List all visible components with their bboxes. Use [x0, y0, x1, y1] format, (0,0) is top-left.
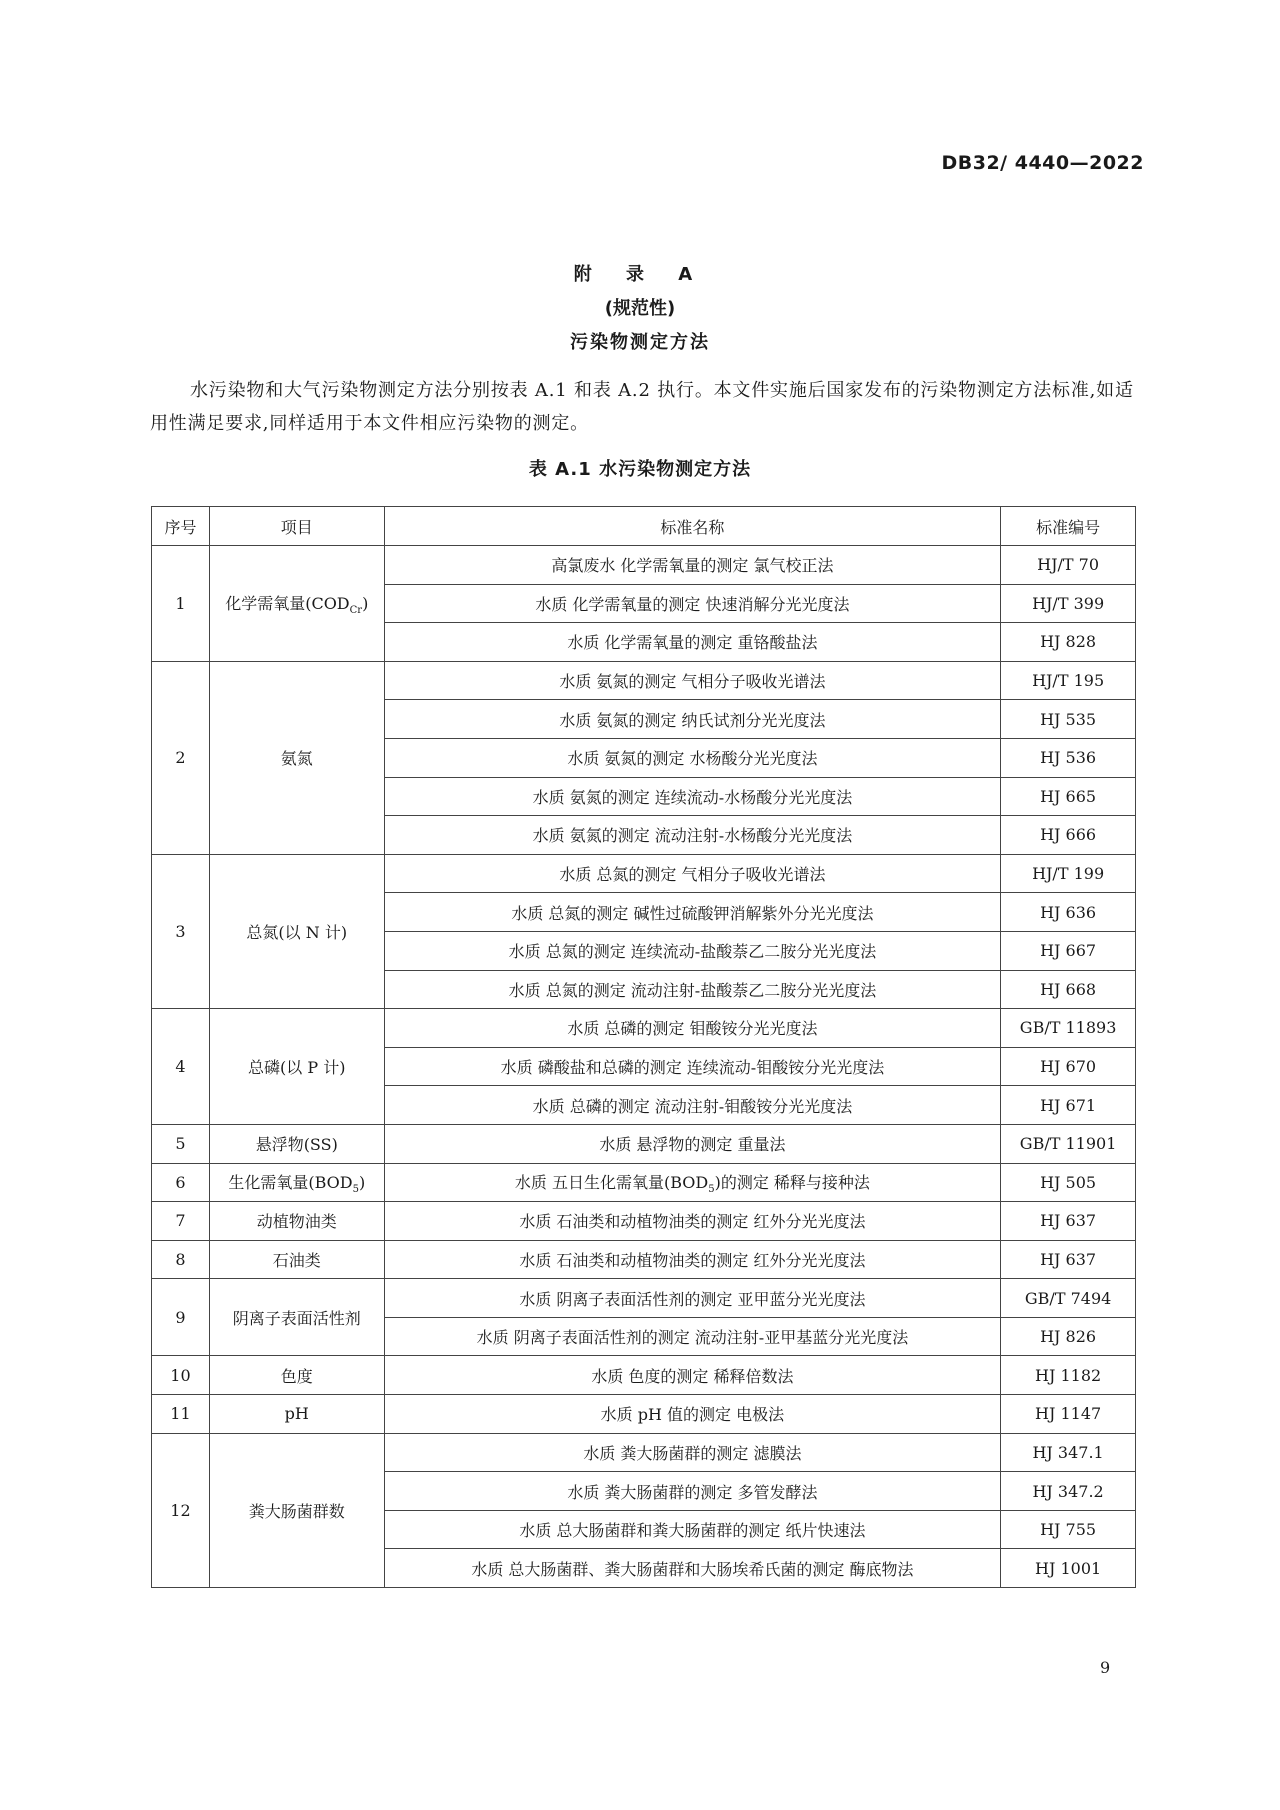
table-row — [152, 1124, 1136, 1163]
standard-code-cell: GB/T 7494 — [1001, 1279, 1136, 1318]
standard-name-text: 水质 五日生化需氧量(BOD — [514, 1172, 709, 1192]
row-number-cell: 8 — [152, 1240, 210, 1279]
table-row — [152, 1163, 1136, 1202]
item-text: 生化需氧量(BOD — [228, 1172, 353, 1192]
standard-code-cell: HJ/T 199 — [1001, 854, 1136, 893]
table-row — [152, 661, 1136, 700]
standard-name-text: 水质 总氮的测定 流动注射-盐酸萘乙二胺分光光度法 — [508, 980, 877, 1000]
standard-name-text: 水质 磷酸盐和总磷的测定 连续流动-钼酸铵分光光度法 — [500, 1058, 885, 1078]
standard-name-cell — [384, 1510, 1001, 1549]
row-number-cell: 3 — [152, 854, 210, 1008]
standard-code-cell: HJ 535 — [1001, 700, 1136, 739]
item-text: 石油类 — [272, 1250, 321, 1270]
row-number-cell: 9 — [152, 1279, 210, 1356]
standard-code-cell: HJ 667 — [1001, 931, 1136, 970]
standard-name-cell — [384, 1433, 1001, 1472]
appendix-title: 附 录 A — [573, 264, 707, 285]
item-text: 色度 — [280, 1366, 313, 1386]
standard-code-cell: HJ 637 — [1001, 1240, 1136, 1279]
standard-code-cell: HJ 1182 — [1001, 1356, 1136, 1395]
standard-name-cell — [384, 1009, 1001, 1048]
standard-name-cell — [384, 1356, 1001, 1395]
methods-table — [151, 506, 1136, 1588]
standard-name-cell — [384, 1047, 1001, 1086]
standard-name-text: 水质 阴离子表面活性剂的测定 亚甲蓝分光光度法 — [519, 1289, 866, 1309]
standard-name-text: 水质 石油类和动植物油类的测定 红外分光光度法 — [519, 1212, 866, 1232]
item-cell — [209, 1395, 384, 1434]
standard-name-text: 水质 粪大肠菌群的测定 多管发酵法 — [567, 1482, 818, 1502]
standard-name-cell — [384, 1279, 1001, 1318]
table-row — [152, 1202, 1136, 1241]
intro-paragraph: 水污染物和大气污染物测定方法分别按表 A.1 和表 A.2 执行。本文件实施后国家发布的污染物测定方法标准,如适用性满足要求,同样适用于本文件相应污染物的测定。 — [150, 380, 1134, 434]
item-subscript: 5 — [352, 1183, 359, 1195]
table-row — [152, 1395, 1136, 1434]
standard-name-cell — [384, 1202, 1001, 1241]
standard-name-cell — [384, 738, 1001, 777]
standard-name-text: 水质 化学需氧量的测定 快速消解分光光度法 — [535, 594, 850, 614]
table-row — [152, 1240, 1136, 1279]
item-text: 悬浮物(SS) — [255, 1135, 338, 1155]
standard-name-text: 水质 色度的测定 稀释倍数法 — [591, 1366, 794, 1386]
item-cell — [209, 1009, 384, 1125]
standard-name-text: 水质 总磷的测定 钼酸铵分光光度法 — [567, 1019, 818, 1039]
standard-code-cell: HJ/T 195 — [1001, 661, 1136, 700]
header-item: 项目 — [209, 507, 384, 546]
standard-name-text: 水质 氨氮的测定 流动注射-水杨酸分光光度法 — [532, 826, 853, 846]
document-code: DB32/ 4440—2022 — [941, 152, 1144, 174]
standard-name-cell — [384, 931, 1001, 970]
standard-name-cell — [384, 1395, 1001, 1434]
standard-code-cell: GB/T 11893 — [1001, 1009, 1136, 1048]
standard-code-cell: HJ 505 — [1001, 1163, 1136, 1202]
standard-code-cell: HJ 1147 — [1001, 1395, 1136, 1434]
item-cell — [209, 1356, 384, 1395]
standard-name-text: 水质 化学需氧量的测定 重铬酸盐法 — [567, 633, 818, 653]
row-number-cell: 6 — [152, 1163, 210, 1202]
item-cell — [209, 854, 384, 1008]
standard-name-cell — [384, 816, 1001, 855]
item-text: 动植物油类 — [256, 1212, 337, 1232]
appendix-name: 污染物测定方法 — [570, 332, 710, 353]
standard-code-cell: HJ 755 — [1001, 1510, 1136, 1549]
row-number-cell: 7 — [152, 1202, 210, 1241]
table-row — [152, 546, 1136, 585]
standard-name-text: 水质 总大肠菌群、粪大肠菌群和大肠埃希氏菌的测定 酶底物法 — [471, 1559, 914, 1579]
standard-name-text: 水质 总氮的测定 碱性过硫酸钾消解紫外分光光度法 — [511, 903, 874, 923]
standard-name-text: 水质 总大肠菌群和粪大肠菌群的测定 纸片快速法 — [519, 1521, 866, 1541]
item-text: pH — [284, 1404, 309, 1424]
standard-name-text: 水质 氨氮的测定 纳氏试剂分光光度法 — [559, 710, 826, 730]
standard-code-cell: GB/T 11901 — [1001, 1124, 1136, 1163]
standard-code-cell: HJ 828 — [1001, 623, 1136, 662]
standard-name-cell — [384, 777, 1001, 816]
item-cell — [209, 1202, 384, 1241]
item-cell — [209, 1279, 384, 1356]
standard-code-cell: HJ 670 — [1001, 1047, 1136, 1086]
standard-name-cell — [384, 584, 1001, 623]
standard-name-cell — [384, 1317, 1001, 1356]
standard-name-text: 高氯废水 化学需氧量的测定 氯气校正法 — [551, 556, 834, 576]
standard-code-cell: HJ 347.2 — [1001, 1472, 1136, 1511]
item-text: 总磷(以 P 计) — [248, 1058, 346, 1078]
standard-name-text: 水质 总氮的测定 气相分子吸收光谱法 — [559, 865, 826, 885]
standard-code-cell: HJ 347.1 — [1001, 1433, 1136, 1472]
standard-name-cell — [384, 1086, 1001, 1125]
standard-code-cell: HJ 666 — [1001, 816, 1136, 855]
standard-name-suffix: )的测定 稀释与接种法 — [714, 1172, 870, 1192]
standard-name-cell — [384, 700, 1001, 739]
standard-name-text: 水质 阴离子表面活性剂的测定 流动注射-亚甲基蓝分光光度法 — [476, 1328, 909, 1348]
standard-name-text: 水质 氨氮的测定 气相分子吸收光谱法 — [559, 672, 826, 692]
table-header-row — [152, 507, 1136, 546]
standard-name-cell — [384, 970, 1001, 1009]
table-row — [152, 1009, 1136, 1048]
item-text: 总氮(以 N 计) — [246, 922, 348, 942]
standard-code-cell: HJ 665 — [1001, 777, 1136, 816]
row-number-cell: 5 — [152, 1124, 210, 1163]
item-text: 化学需氧量(COD — [225, 593, 350, 613]
standard-code-cell: HJ 668 — [1001, 970, 1136, 1009]
table-row — [152, 854, 1136, 893]
header-standard-code: 标准编号 — [1001, 507, 1136, 546]
standard-name-text: 水质 氨氮的测定 水杨酸分光光度法 — [567, 749, 818, 769]
item-text: 阴离子表面活性剂 — [232, 1308, 361, 1328]
standard-code-cell: HJ/T 70 — [1001, 546, 1136, 585]
item-cell — [209, 1240, 384, 1279]
item-cell — [209, 1433, 384, 1587]
standard-name-cell — [384, 1240, 1001, 1279]
item-cell — [209, 546, 384, 662]
item-cell — [209, 1124, 384, 1163]
standard-name-cell — [384, 623, 1001, 662]
standard-name-cell — [384, 1163, 1001, 1202]
item-subscript: Cr — [349, 604, 363, 616]
standard-name-text: 水质 总氮的测定 连续流动-盐酸萘乙二胺分光光度法 — [508, 942, 877, 962]
standard-code-cell: HJ 671 — [1001, 1086, 1136, 1125]
appendix-subtitle: (规范性) — [604, 298, 676, 319]
row-number-cell: 10 — [152, 1356, 210, 1395]
item-suffix: ) — [362, 593, 369, 613]
table-body — [152, 546, 1136, 1588]
standard-name-text: 水质 悬浮物的测定 重量法 — [599, 1135, 786, 1155]
item-suffix: ) — [358, 1172, 366, 1192]
row-number-cell: 4 — [152, 1009, 210, 1125]
item-text: 粪大肠菌群数 — [248, 1501, 345, 1521]
standard-name-cell — [384, 1549, 1001, 1588]
table-row — [152, 1356, 1136, 1395]
standard-name-cell — [384, 1124, 1001, 1163]
standard-code-cell: HJ 637 — [1001, 1202, 1136, 1241]
standard-name-text: 水质 粪大肠菌群的测定 滤膜法 — [583, 1443, 802, 1463]
standard-code-cell: HJ/T 399 — [1001, 584, 1136, 623]
standard-name-subscript: 5 — [708, 1183, 715, 1195]
row-number-cell: 11 — [152, 1395, 210, 1434]
row-number-cell: 12 — [152, 1433, 210, 1587]
header-no: 序号 — [152, 507, 210, 546]
item-text: 氨氮 — [280, 749, 313, 769]
standard-code-cell: HJ 826 — [1001, 1317, 1136, 1356]
standard-name-cell — [384, 854, 1001, 893]
standard-name-text: 水质 氨氮的测定 连续流动-水杨酸分光光度法 — [532, 787, 853, 807]
standard-name-text: 水质 石油类和动植物油类的测定 红外分光光度法 — [519, 1250, 866, 1270]
standard-name-cell — [384, 1472, 1001, 1511]
table-row — [152, 1279, 1136, 1318]
table-caption: 表 A.1 水污染物测定方法 — [528, 459, 752, 480]
standard-code-cell: HJ 636 — [1001, 893, 1136, 932]
row-number-cell: 1 — [152, 546, 210, 662]
item-cell — [209, 1163, 384, 1202]
standard-name-text: 水质 总磷的测定 流动注射-钼酸铵分光光度法 — [532, 1096, 853, 1116]
standard-name-text: 水质 pH 值的测定 电极法 — [600, 1405, 785, 1425]
standard-code-cell: HJ 536 — [1001, 738, 1136, 777]
standard-name-cell — [384, 546, 1001, 585]
item-cell — [209, 661, 384, 854]
table-row — [152, 1433, 1136, 1472]
standard-name-cell — [384, 893, 1001, 932]
standard-name-cell — [384, 661, 1001, 700]
header-standard-name: 标准名称 — [384, 507, 1001, 546]
standard-code-cell: HJ 1001 — [1001, 1549, 1136, 1588]
row-number-cell: 2 — [152, 661, 210, 854]
page-number: 9 — [1100, 1658, 1111, 1677]
